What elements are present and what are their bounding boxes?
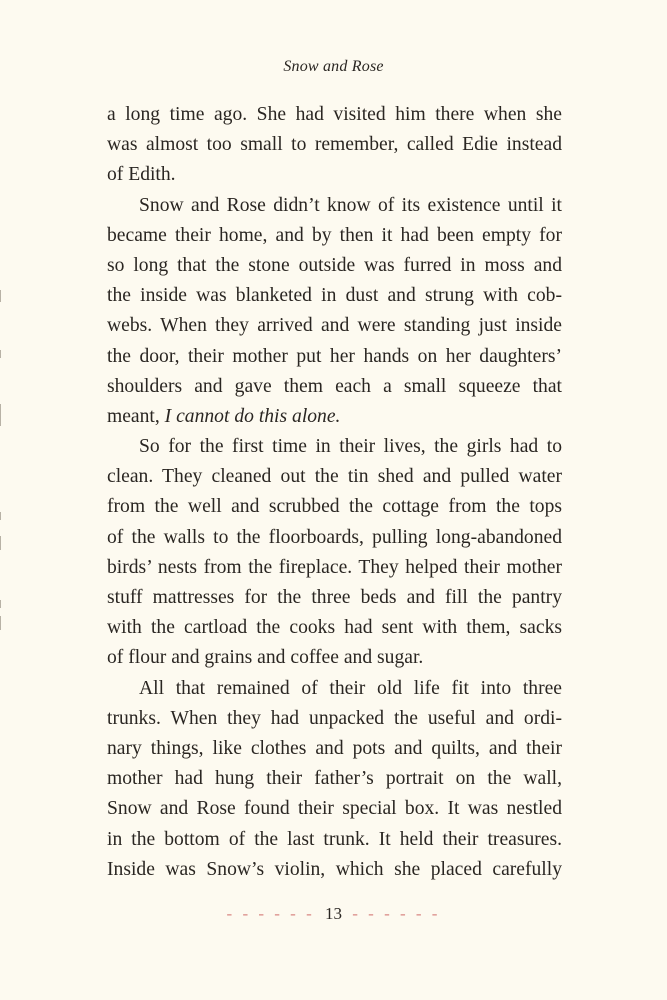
text-line: of Edith.	[107, 164, 176, 186]
text-line: clean. They cleaned out the tin shed and pulled water	[107, 466, 562, 488]
page-edge-marks	[0, 0, 3, 1000]
page-number: 13	[325, 904, 342, 923]
text-line: Snow and Rose didn’t know of its existence until it	[139, 194, 562, 216]
text-line: the inside was blanketed in dust and strung with cob-	[107, 285, 562, 307]
text-line: from the well and scrubbed the cottage from the tops	[107, 496, 562, 518]
italic-phrase: I cannot do this alone.	[164, 405, 341, 427]
text-line: Snow and Rose found their special box. It was nestled	[107, 798, 562, 820]
running-head: Snow and Rose	[283, 58, 384, 75]
text-line: All that remained of their old life fit into three	[139, 677, 562, 699]
page-number-footer	[0, 904, 667, 924]
body-text	[107, 100, 562, 885]
text-line: a long time ago. She had visited him there when she	[107, 104, 562, 125]
text-line: was almost too small to remember, called Edie instead	[107, 134, 562, 156]
text-line: stuff mattresses for the three beds and fill the pantry	[107, 587, 562, 608]
text-line: nary things, like clothes and pots and quilts, and their	[107, 737, 562, 759]
text-line: Inside was Snow’s violin, which she placed carefully	[107, 858, 562, 880]
text-line: shoulders and gave them each a small squeeze that	[107, 375, 562, 397]
text-line: of the walls to the floorboards, pulling long-abandoned	[107, 526, 562, 548]
text-line: trunks. When they had unpacked the useful and ordi-	[107, 707, 562, 729]
folio-dashes-right: - - - - - -	[352, 904, 441, 923]
text-line: in the bottom of the last trunk. It held their treasures.	[107, 828, 562, 850]
text-line: with the cartload the cooks had sent with them, sacks	[107, 617, 562, 639]
text-line: So for the first time in their lives, the girls had to	[139, 436, 562, 458]
text-line: webs. When they arrived and were standing just inside	[107, 315, 562, 337]
text-line: became their home, and by then it had been empty for	[107, 224, 562, 246]
text-line: mother had hung their father’s portrait on the wall,	[107, 768, 562, 790]
text-line: of flour and grains and coffee and sugar.	[107, 647, 424, 669]
text-line	[107, 402, 562, 432]
text-line: the door, their mother put her hands on her daughters’	[107, 345, 562, 367]
folio-dashes-left: - - - - - -	[226, 904, 315, 923]
text-line: birds’ nests from the fireplace. They helped their mother	[107, 556, 562, 578]
text-fragment: meant,	[107, 405, 165, 427]
text-line: so long that the stone outside was furred in moss and	[107, 254, 562, 276]
